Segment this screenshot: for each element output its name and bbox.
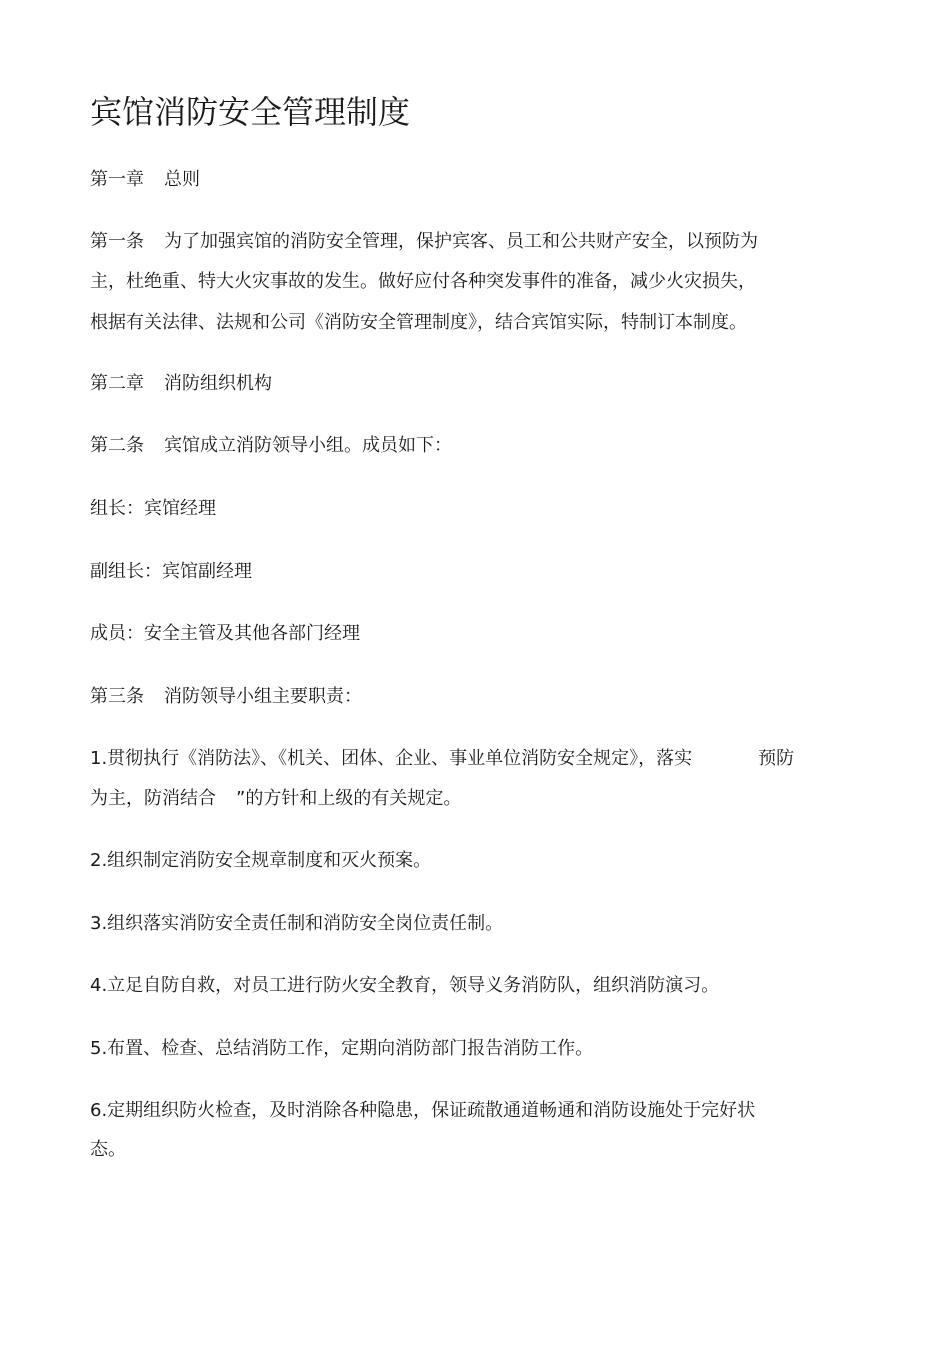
article-1-label: 第一条	[90, 231, 144, 252]
article-1-line-3: 根据有关法律、法规和公司《消防安全管理制度》，结合宾馆实际，特制订本制度。	[90, 312, 747, 333]
article-3	[90, 684, 362, 710]
duty-6-line-2: 态。	[90, 1139, 126, 1160]
document-title: 宾馆消防安全管理制度	[90, 93, 411, 131]
chapter-1-label: 第一章	[90, 169, 144, 190]
duty-1-line-2	[90, 786, 461, 812]
article-1-text-1: 为了加强宾馆的消防安全管理，保护宾客、员工和公共财产安全，以预防为	[164, 231, 758, 252]
duty-4: 4.立足自防自救，对员工进行防火安全教育，领导义务消防队，组织消防演习。	[90, 975, 720, 996]
team-deputy-leader: 副组长：宾馆副经理	[90, 561, 252, 582]
article-3-label: 第三条	[90, 686, 144, 707]
article-1-line-2: 主，杜绝重、特大火灾事故的发生。做好应付各种突发事件的准备，减少火灾损失，	[90, 271, 756, 292]
duty-1-text-b: 预防	[758, 748, 795, 769]
duty-3: 3.组织落实消防安全责任制和消防安全岗位责任制。	[90, 913, 504, 934]
duty-1-text-a: 1.贯彻执行《消防法》、《机关、团体、企业、事业单位消防安全规定》，落实	[90, 748, 693, 769]
team-members: 成员：安全主管及其他各部门经理	[90, 623, 360, 644]
chapter-1-title: 总则	[164, 169, 200, 190]
article-2-label: 第二条	[90, 435, 144, 456]
duty-1-text-c: 为主，防消结合	[90, 788, 216, 809]
team-leader: 组长：宾馆经理	[90, 498, 216, 519]
duty-1-line-1	[90, 746, 794, 772]
article-2	[90, 433, 452, 459]
duty-1-text-d: ”的方针和上级的有关规定。	[236, 788, 462, 809]
chapter-1-heading	[90, 167, 200, 193]
duty-5: 5.布置、检查、总结消防工作，定期向消防部门报告消防工作。	[90, 1038, 594, 1059]
article-3-text: 消防领导小组主要职责：	[164, 686, 362, 707]
duty-6-line-1: 6.定期组织防火检查，及时消除各种隐患，保证疏散通道畅通和消防设施处于完好状	[90, 1100, 756, 1121]
chapter-2-label: 第二章	[90, 373, 144, 394]
article-2-text: 宾馆成立消防领导小组。成员如下：	[164, 435, 452, 456]
chapter-2-heading	[90, 371, 272, 397]
duty-2: 2.组织制定消防安全规章制度和灭火预案。	[90, 850, 432, 871]
article-1-line-1	[90, 229, 758, 255]
chapter-2-title: 消防组织机构	[164, 373, 272, 394]
